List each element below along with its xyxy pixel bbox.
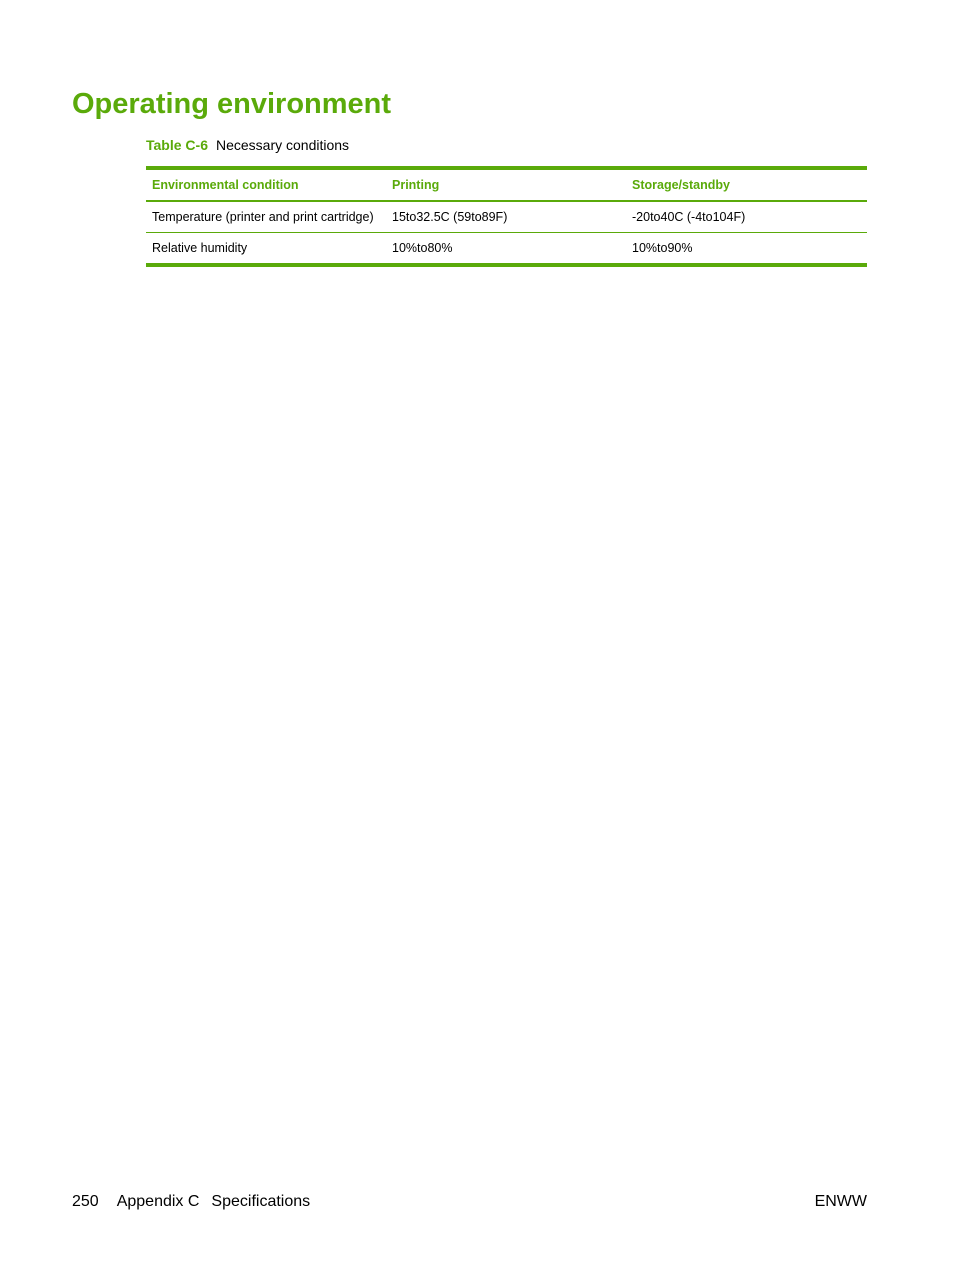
table-caption-text: Necessary conditions [215,137,350,153]
cell-condition: Relative humidity [152,241,248,255]
page-number: 250 [72,1193,99,1210]
table-row [146,201,867,233]
cell-condition: Temperature (printer and print cartridge) [152,210,374,224]
header-storage-standby: Storage/standby [632,178,730,192]
table-caption [146,137,349,153]
conditions-table [146,166,867,267]
header-printing: Printing [392,178,440,192]
cell-printing: 10%to80% [392,241,453,255]
cell-printing: 15to32.5C (59to89F) [392,210,508,224]
footer-appendix: Appendix C [116,1193,200,1210]
cell-storage: 10%to90% [632,241,693,255]
cell-storage: -20to40C (-4to104F) [632,210,746,224]
footer-right: ENWW [814,1193,867,1210]
table-header-row [146,168,867,201]
table-row [146,233,867,266]
footer-left [72,1193,310,1211]
header-environmental-condition: Environmental condition [152,178,299,192]
table-caption-number: Table C-6 [146,137,208,153]
footer-section: Specifications [211,1193,311,1210]
conditions-table-container [146,166,867,267]
page-title: Operating environment [72,88,392,120]
